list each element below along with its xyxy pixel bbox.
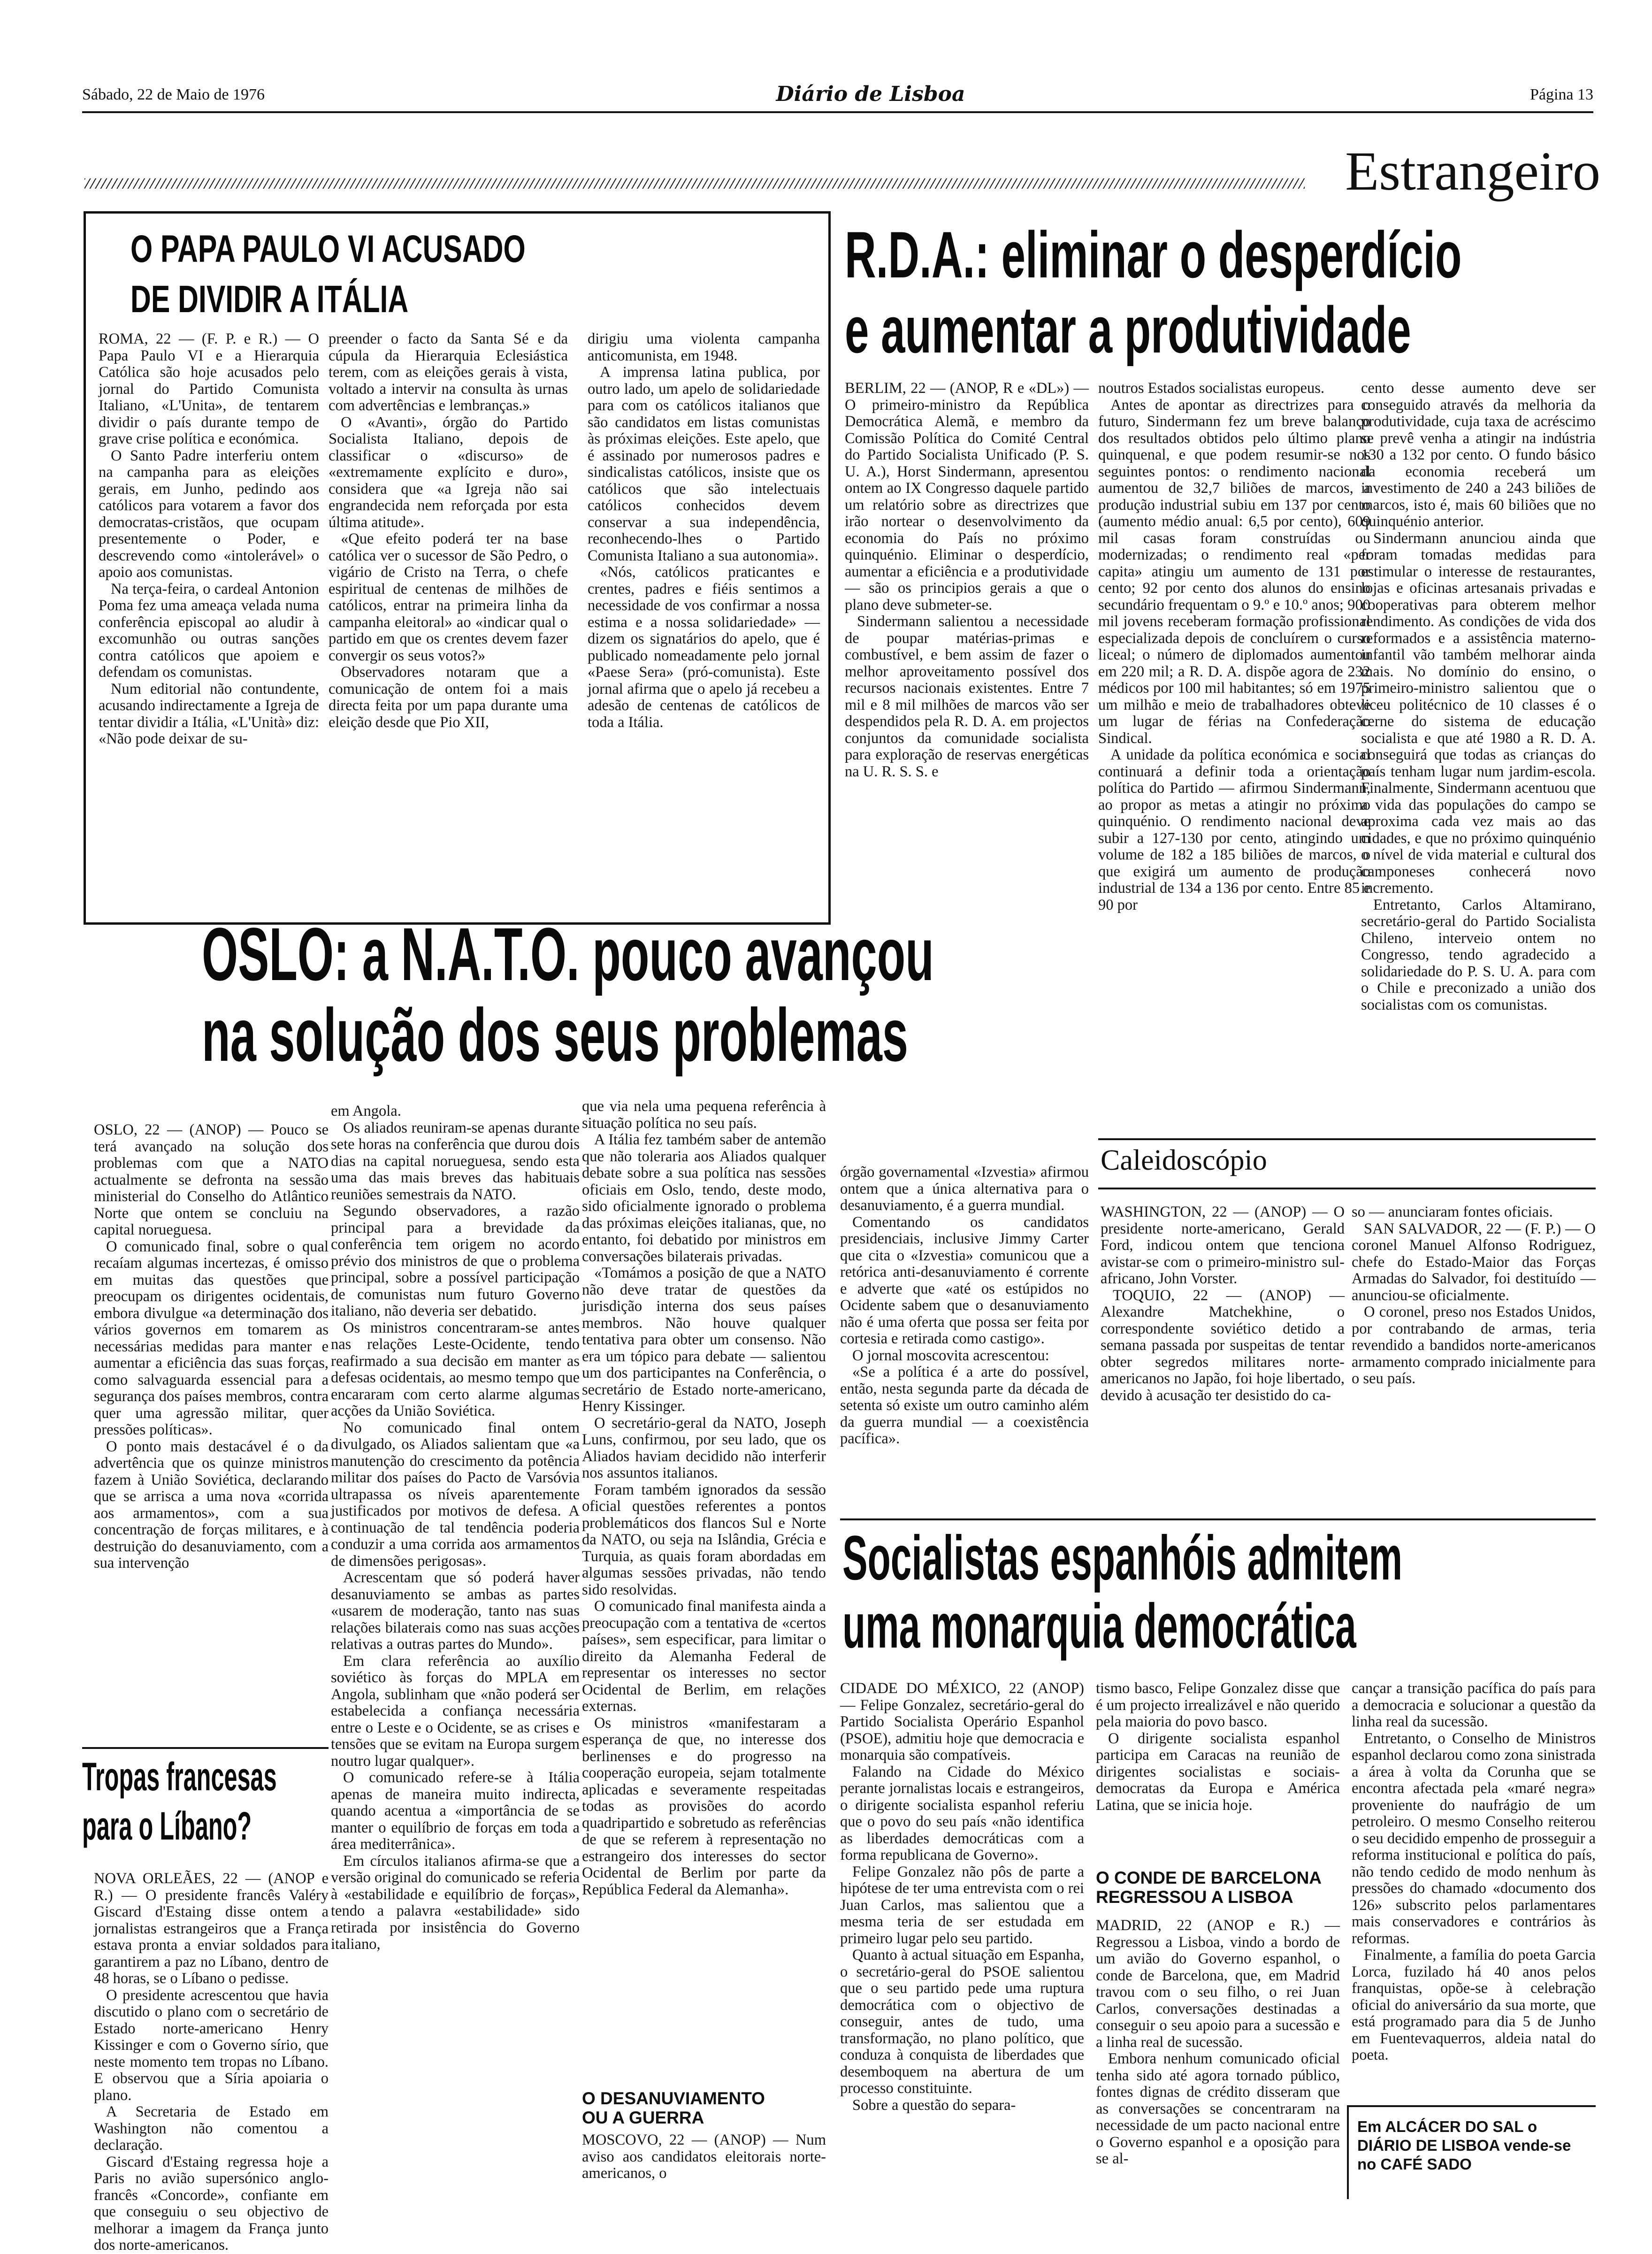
paragraph: dirigiu uma violenta campanha anticomunista, em 1948.: [588, 330, 820, 364]
caleidoscopio-column-2: [1352, 1204, 1596, 1500]
paragraph: Acrescentam que só poderá haver desanuviamento se ambas as partes «usarem de moderação, tanto nas suas relações bilaterais como nas suas acções relativas a outras partes do Mundo».: [331, 1569, 580, 1653]
paragraph: A imprensa latina publica, por outro lado, um apelo de solidariedade para com os católicos italianos que são candidatos em listas comunistas às próximas eleições. Este apelo, que é assinado por numerosos padres e sindicalistas católicos, insiste que os católicos que são intelectuais católicos conhecidos devem conservar a sua independência, reconhecendo-lhes o Partido Comunista Italiano a sua autonomia».: [588, 364, 820, 564]
paragraph: Sindermann salientou a necessidade de poupar matérias-primas e combustível, e bem assim de fazer o melhor aproveitamento possível dos recursos nacionais existentes. Entre 7 mil e 8 mil milhões de marcos vão ser despendidos pela R. D. A. em projectos conjuntos da comunidade socialista para exploração de reservas energéticas na U. R. S. S. e: [845, 613, 1089, 780]
paragraph: «Tomámos a posição de que a NATO não deve tratar de questões da jurisdição interna dos seus países membros. Não houve qualquer tentativa para obter um consenso. Não era um tópico para debate — salientou um dos participantes na Conferência, o secretário de Estado norte-americano, Henry Kissinger.: [582, 1265, 826, 1415]
papa-headline-line-2: DE DIVIDIR A ITÁLIA: [130, 278, 409, 321]
paragraph: ROMA, 22 — (F. P. e R.) — O Papa Paulo VI e a Hierarquia Católica são hoje acusados pelo jornal do Partido Comunista Italiano, «L'Unita», de tentarem dividir o país durante tempo de grave crise política e económica.: [99, 330, 319, 447]
paragraph: O comunicado final, sobre o qual recaíam algumas incertezas, é omisso em muitas das questões que preocupam os dirigentes ocidentais, embora divulgue «a determinação dos vários governos em tomarem as necessárias medidas para manter e aumentar a eficiência das suas forças, como salvaguarda essencial para a segurança dos países membros, contra quer uma agressão militar, quer pressões políticas».: [94, 1238, 329, 1438]
cafe-sado-ad-text: Em ALCÁCER DO SAL o DIÁRIO DE LISBOA vende-se no CAFÉ SADO: [1357, 2118, 1571, 2173]
paragraph: WASHINGTON, 22 — (ANOP) — O presidente norte-americano, Gerald Ford, indicou ontem que tenciona avistar-se com o primeiro-ministro sul-africano, John Vorster.: [1101, 1204, 1345, 1287]
socialistas-headline-line-2: uma monarquia democrática: [842, 1591, 1356, 1661]
oslo-headline-line-1: OSLO: a N.A.T.O. pouco avançou: [202, 912, 934, 996]
paragraph: Finalmente, a família do poeta Garcia Lorca, fuzilado há 40 anos pelos franquistas, opõe-se à celebração oficial do aniversário da sua morte, que está programado para dia 5 de Junho em Fuentevaquerros, aldeia natal do poeta.: [1352, 1947, 1596, 2063]
tropas-headline-line-2: para o Líbano?: [82, 1804, 252, 1848]
socialistas-column-2: [1096, 1680, 1340, 1859]
paragraph: Segundo observadores, a razão principal para a brevidade da conferência tem origem no acordo prévio dos ministros de que o problema principal, sobre a possível participação de comunistas num futuro Governo italiano, não deveria ser debatido.: [331, 1203, 580, 1319]
rda-column-1: [845, 380, 1089, 906]
socialistas-column-2-madrid: [1096, 1917, 1340, 2199]
paragraph: BERLIM, 22 — (ANOP, R e «DL») — O primeiro-ministro da República Democrática Alemã, e membro da Comissão Política do Comité Central do Partido Socialista Unificado (P. S. U. A.), Horst Sindermann, apresentou ontem ao IX Congresso daquele partido um relatório sobre as directrizes que irão nortear o desenvolvimento da economia do País no próximo quinquénio. Eliminar o desperdício, aumentar a eficiência e a produtividade — são os principios gerais a que o plano deve submeter-se.: [845, 380, 1089, 613]
oslo-column-3-moscovo: [582, 2132, 826, 2198]
paragraph: em Angola.: [331, 1103, 401, 1119]
paragraph: SAN SALVADOR, 22 — (F. P.) — O coronel Manuel Alfonso Rodriguez, chefe do Estado-Maior das Forças Armadas do Salvador, foi destituído — anunciou-se oficialmente.: [1352, 1220, 1596, 1304]
paragraph: CIDADE DO MÉXICO, 22 (ANOP) — Felipe Gonzalez, secretário-geral do Partido Socialista Operário Espanhol (PSOE), admitiu hoje que democracia e monarquia são compatíveis.: [840, 1680, 1084, 1763]
paragraph: noutros Estados socialistas europeus.: [1098, 380, 1325, 397]
papa-headline-line-1: O PAPA PAULO VI ACUSADO: [130, 228, 526, 270]
paragraph: O jornal moscovita acrescentou:: [852, 1347, 1049, 1364]
paragraph: Na terça-feira, o cardeal Antonion Poma fez uma ameaça velada numa conferência episcopal ao aludir à excomunhão ou outras sanções contra católicos que apoiem e defendam os comunistas.: [99, 580, 319, 681]
oslo-column-2: [331, 1103, 580, 2178]
paragraph: Sindermann anunciou ainda que foram tomadas medidas para estimular o interesse de restaurantes, lojas e oficinas artesanais privadas e cooperativas para obterem melhor rendimento. As condições de vida dos reformados e a assistência materno-infantil vão também melhorar ainda mais. No domínio do ensino, o primeiro-ministro salientou que o liceu politécnico de 10 classes é o cerne do sistema de educação socialista e que até 1980 a R. D. A. conseguirá que todas as crianças do país tenham lugar num jardim-escola. Finalmente, Sindermann acentuou que a vida das populações do campo se aproxima cada vez mais ao das cidades, e que no próximo quinquénio o nível de vida material e cultural dos camponeses conhecerá novo incremento.: [1361, 529, 1596, 897]
paragraph: O comunicado final manifesta ainda a preocupação com a tentativa de «certos países», sem especificar, para limitar o direito da Alemanha Federal de representar os interesses no sector Ocidental de Berlim, em relações externas.: [582, 1598, 826, 1715]
page-number: Página 13: [1530, 86, 1593, 103]
socialistas-column-3: [1352, 1680, 1596, 2103]
paragraph: Giscard d'Estaing regressa hoje a Paris no avião supersónico anglo-francês «Concorde», confiante em que conseguiu o seu objectivo de melhorar a imagem da França junto dos norte-americanos.: [94, 2153, 329, 2254]
caleidoscopio-top-rule: [1098, 1138, 1596, 1140]
paragraph: preender o facto da Santa Sé e da cúpula da Hierarquia Eclesiástica terem, com as eleições gerais à vista, voltado a intervir na consulta às urnas com advertências e lembranças.»: [329, 330, 568, 414]
rda-column-2: [1098, 380, 1370, 1197]
paragraph: Antes de apontar as directrizes para o futuro, Sindermann fez um breve balanço dos resultados obtidos pelo último plano quinquenal, e que podem resumir-se nos seguintes pontos: o rendimento nacional aumentou de 32,7 biliões de marcos, a produção industrial subiu em 137 por cento (aumento médio anual: 6,5 por cento), 609 mil casas foram construídas ou modernizadas; o rendimento real «per capita» atingiu um aumento de 131 por cento; 92 por cento dos alunos do ensino secundário frequentam o 9.º e 10.º anos; 900 mil jovens receberam formação profissional especializada depois de concluírem o curso liceal; o número de diplomados aumentou em 220 mil; a R. D. A. dispõe agora de 232 médicos por 100 mil habitantes; só em 1975 um milhão e meio de trabalhadores obteve um lugar de férias na Confederação Sindical.: [1098, 396, 1370, 747]
rda-column-3: [1361, 380, 1596, 1197]
paragraph: NOVA ORLEÃES, 22 — (ANOP e R.) — O presidente francês Valéry Giscard d'Estaing disse ontem a jornalistas estrangeiros que a França estava pronta a enviar soldados para garantirem a paz no Líbano, dentro de 48 horas, se o Líbano o pedisse.: [94, 1870, 329, 1987]
socialistas-subheading: O CONDE DE BARCELONA REGRESSOU A LISBOA: [1096, 1868, 1322, 1907]
paragraph: Num editorial não contundente, acusando indirectamente a Igreja de tentar dividir a Itália, «L'Unità» diz: «Não pode deixar de su-: [99, 680, 319, 747]
paragraph: Comentando os candidatos presidenciais, inclusive Jimmy Carter que cita o «Izvestia» comunicou que a retórica anti-desanuviamento é corrente e adverte que «até os estúpidos no Ocidente sabem que o desanuviamento não é uma oferta que possa ser feita por cortesia e retirada como castigo».: [840, 1213, 1089, 1347]
masthead-rule: [82, 111, 1593, 113]
rda-headline-line-2: e aumentar a produtividade: [845, 293, 1411, 367]
section-hatch-rule: [84, 178, 1305, 189]
tropas-headline-line-1: Tropas francesas: [82, 1755, 277, 1799]
paragraph: Falando na Cidade do México perante jornalistas locais e estrangeiros, o dirigente socialista espanhol referiu que o povo do seu país «não identifica as liberdades democráticas com a forma republicana de Governo».: [840, 1763, 1084, 1863]
paragraph: O presidente acrescentou que havia discutido o plano com o secretário de Estado norte-americano Henry Kissinger e com o Governo sírio, que neste momento tem tropas no Líbano. E observou que a Síria apoiaria o plano.: [94, 1986, 329, 2104]
paragraph: Observadores notaram que a comunicação de ontem foi a mais directa feita por um papa durante uma eleição desde que Pio XII,: [329, 664, 568, 731]
paragraph: so — anunciaram fontes oficiais.: [1352, 1204, 1553, 1220]
socialistas-headline-line-1: Socialistas espanhóis admitem: [842, 1523, 1403, 1593]
caleidoscopio-title: Caleidoscópio: [1101, 1144, 1267, 1176]
oslo-column-1: [94, 1122, 329, 1732]
paragraph: MOSCOVO, 22 — (ANOP) — Num aviso aos candidatos eleitorais norte-americanos, o: [582, 2131, 826, 2182]
paragraph: Os ministros concentraram-se antes nas relações Leste-Ocidente, tendo reafirmado a sua decisão em manter as defesas ocidentais, ao mesmo tempo que encararam com certo alarme algumas acções da União Soviética.: [331, 1319, 580, 1419]
paragraph: O secretário-geral da NATO, Joseph Luns, confirmou, por seu lado, que os Aliados haviam decidido não interferir nos assuntos italianos.: [582, 1414, 826, 1481]
socialistas-top-rule: [840, 1518, 1596, 1520]
tropas-body: [94, 1870, 329, 2254]
paragraph: Entretanto, o Conselho de Ministros espanhol declarou como zona sinistrada a área à volta da Corunha que se encontra afectada pela «maré negra» proveniente do naufrágio de um petroleiro. O mesmo Conselho reiterou o seu decidido empenho de prosseguir a reforma institucional e política do país, não tendo cedido de modo nenhum às pressões do chamado «documento dos 126» subscrito pelos parlamentares mais conservadores e contrários às reformas.: [1352, 1730, 1596, 1947]
oslo-column-3: [582, 1098, 826, 2084]
paragraph: No comunicado final ontem divulgado, os Aliados salientam que «a manutenção do crescimento da potência militar dos países do Pacto de Varsóvia ultrapassa os níveis aparentemente justificados por motivos de defesa. A continuação de tal tendência poderia conduzir a uma corrida aos armamentos de dimensões perigosas».: [331, 1419, 580, 1570]
masthead: [82, 82, 1593, 134]
paragraph: tismo basco, Felipe Gonzalez disse que é um projecto irrealizável e não querido pela maioria do povo basco.: [1096, 1680, 1340, 1730]
paragraph: OSLO, 22 — (ANOP) — Pouco se terá avançado na solução dos problemas com que a NATO actualmente se defronta na sessão ministerial do Conselho do Atlântico Norte que ontem se concluiu na capital norueguesa.: [94, 1121, 329, 1238]
rda-headline-line-1: R.D.A.: eliminar o desperdício: [845, 218, 1462, 291]
papa-column-2: [329, 331, 568, 913]
paragraph: «Nós, católicos praticantes e crentes, padres e fiéis sentimos a necessidade de vos confirmar a nossa estima e a nossa solidariedade» —dizem os signatários do apelo, que é publicado nomeadamente pelo jornal «Paese Sera» (pró-comunista). Este jornal afirma que o apelo já recebeu a adesão de centenas de católicos de toda a Itália.: [588, 564, 820, 731]
paragraph: MADRID, 22 (ANOP e R.) — Regressou a Lisboa, vindo a bordo de um avião do Governo espanhol, o conde de Barcelona, que, em Madrid travou com o seu filho, o rei Juan Carlos, conversações destinadas a conseguir o seu apoio para a sucessão e a linha real de sucessão.: [1096, 1917, 1340, 2051]
paragraph: cento desse aumento deve ser conseguido através da melhoria da produtividade, cuja taxa de acréscimo se prevê venha a atingir na indústria 130 a 132 por cento. O fundo básico da economia receberá um investimento de 240 a 243 biliões de marcos, isto é, mais 60 biliões que no quinquénio anterior.: [1361, 380, 1596, 530]
paragraph: Em círculos italianos afirma-se que a versão original do comunicado se referia à «estabilidade e equilíbrio de forças», tendo a palavra «estabilidade» sido retirada por insistência do Governo italiano,: [331, 1852, 580, 1953]
paragraph: O Santo Padre interferiu ontem na campanha para as eleições gerais, em Junho, pedindo aos católicos para votarem a favor dos democratas-cristãos, que ocupam presentemente o Poder, e descrevendo como «intolerável» o apoio aos comunistas.: [99, 447, 319, 581]
paragraph: Sobre a questão do separa-: [852, 2096, 1016, 2114]
paragraph: Foram também ignorados da sessão oficial questões referentes a pontos problemáticos dos flancos Sul e Norte da NATO, ou seja na Islândia, Grécia e Turquia, as quais foram abordadas em algumas sessões privadas, não tendo sido resolvidas.: [582, 1481, 826, 1598]
papa-column-1: [99, 331, 319, 913]
paragraph: órgão governamental «Izvestia» afirmou ontem que a única alternativa para o desanuviamento, é a guerra mundial.: [840, 1164, 1089, 1214]
newspaper-name: Diário de Lisboa: [776, 82, 965, 106]
paragraph: Felipe Gonzalez não pôs de parte a hipótese de ter uma entrevista com o rei Juan Carlos, mas salientou que a mesma teria de ser estudada em primeiro lugar pelo seu partido.: [840, 1863, 1084, 1947]
paragraph: O ponto mais destacável é o da advertência que os quinze ministros fazem à União Soviética, declarando que se arrisca a uma nova «corrida aos armamentos», com a sua concentração de forças militares, e à destruição do desanuviamento, com a sua intervenção: [94, 1438, 329, 1572]
paragraph: Embora nenhum comunicado oficial tenha sido até agora tornado público, fontes dignas de crédito disseram que as conversações se concentraram na necessidade de um pacto nacional entre o Governo espanhol e a oposição para se al-: [1096, 2050, 1340, 2167]
paragraph: O «Avanti», órgão do Partido Socialista Italiano, depois de classificar o «discurso» de «extremamente explícito e duro», considera que «a Igreja não sai engrandecida nem reforçada por esta última atitude».: [329, 414, 568, 531]
cafe-sado-ad-box: [1347, 2105, 1596, 2199]
paragraph: A Secretaria de Estado em Washington não comentou a declaração.: [94, 2103, 329, 2154]
paragraph: Em clara referência ao auxílio soviético às forças do MPLA em Angola, sublinham que «não poderá ser estabelecida a confiança necessária entre o Leste e o Ocidente, se as crises e tensões que se evitam na Europa surgem noutro lugar qualquer».: [331, 1652, 580, 1770]
paragraph: Os aliados reuniram-se apenas durante sete horas na conferência que durou dois dias na capital norueguesa, sendo esta uma das mais breves das habituais reuniões semestrais da NATO.: [331, 1119, 580, 1203]
paragraph: O coronel, preso nos Estados Unidos, por contrabando de armas, teria revendido a bandidos norte-americanos armamento comprado inicialmente para o seu país.: [1352, 1303, 1596, 1387]
paragraph: O comunicado refere-se à Itália apenas de maneira muito indirecta, quando acentua a «importância de se manter o equilíbrio de forças em toda a área mediterrânica».: [331, 1769, 580, 1853]
paragraph: Quanto à actual situação em Espanha, o secretário-geral do PSOE salientou que o seu partido pede uma ruptura democrática com o objectivo de conseguir, antes de tudo, uma transformação, no plano político, que conduza à conquista de liberdades que desemboquem na abertura de um processo constituinte.: [840, 1947, 1084, 2097]
paragraph: «Que efeito poderá ter na base católica ver o sucessor de São Pedro, o vigário de Cristo na Terra, o chefe espiritual de centenas de milhões de católicos, entrar na primeira linha da campanha eleitoral» ao «indicar qual o partido em que os crentes devem fazer convergir os seus votos?»: [329, 530, 568, 664]
paragraph: cançar a transição pacífica do país para a democracia e solucionar a questão da linha real da sucessão.: [1352, 1680, 1596, 1730]
oslo-headline-line-2: na solução dos seus problemas: [202, 993, 909, 1077]
paragraph: A Itália fez também saber de antemão que não toleraria aos Aliados qualquer debate sobre a sua política nas sessões oficiais em Oslo, tendo, deste modo, sido oficialmente ignorado o problema das próximas eleições italianas, que, no entanto, foi debatido por ministros em conversações bilaterais privadas.: [582, 1131, 826, 1265]
socialistas-column-1: [840, 1680, 1084, 2197]
paragraph: Os ministros «manifestaram a esperança de que, no interesse dos berlinenses e do progresso na cooperação europeia, sejam totalmente aplicadas e severamente respeitadas todas as provisões do acordo quadripartido e sobretudo as referências de que se referem à representação no estrangeiro dos interesses do sector Ocidental de Berlim por parte da República Federal da Alemanha».: [582, 1714, 826, 1898]
paragraph: A unidade da política económica e social continuará a definir toda a orientação política do Partido — afirmou Sindermann, ao propor as metas a atingir no próximo quinquénio. O rendimento nacional deve subir a 127-130 por cento, atingindo um volume de 182 a 185 biliões de marcos, o que exigirá um aumento de produção industrial de 134 a 136 por cento. Entre 85 e 90 por: [1098, 746, 1370, 913]
oslo-subheading: O DESANUVIAMENTO OU A GUERRA: [582, 2089, 765, 2127]
section-title: Estrangeiro: [1345, 140, 1600, 202]
caleidoscopio-column-1: [1101, 1204, 1345, 1500]
paragraph: «Se a política é a arte do possível, então, nesta segunda parte da década de setenta só existe um outro caminho além da guerra mundial — a coexistência pacífica».: [840, 1364, 1089, 1447]
caleidoscopio-bottom-rule: [1098, 1188, 1596, 1189]
paragraph: O dirigente socialista espanhol participa em Caracas na reunião de dirigentes socialistas e sociais-democratas da Europa e América Latina, que se inicia hoje.: [1096, 1730, 1340, 1814]
paragraph: que via nela uma pequena referência à situação política no seu país.: [582, 1098, 826, 1132]
paragraph: TOQUIO, 22 — (ANOP) — Alexandre Matchekhine, o correspondente soviético detido a semana passada por suspeitas de tentar obter segredos militares norte-americanos no Japão, foi hoje libertado, devido à acusação ter desistido do ca-: [1101, 1287, 1345, 1404]
tropas-top-rule: [82, 1747, 329, 1749]
papa-column-3: [588, 331, 820, 913]
issue-date: Sábado, 22 de Maio de 1976: [82, 86, 265, 103]
paragraph: Entretanto, Carlos Altamirano, secretário-geral do Partido Socialista Chileno, interveio ontem no Congresso, tendo agradecido a solidariedade do P. S. U. A. para com o Chile e preconizado a união dos socialistas com os comunistas.: [1361, 896, 1596, 1013]
